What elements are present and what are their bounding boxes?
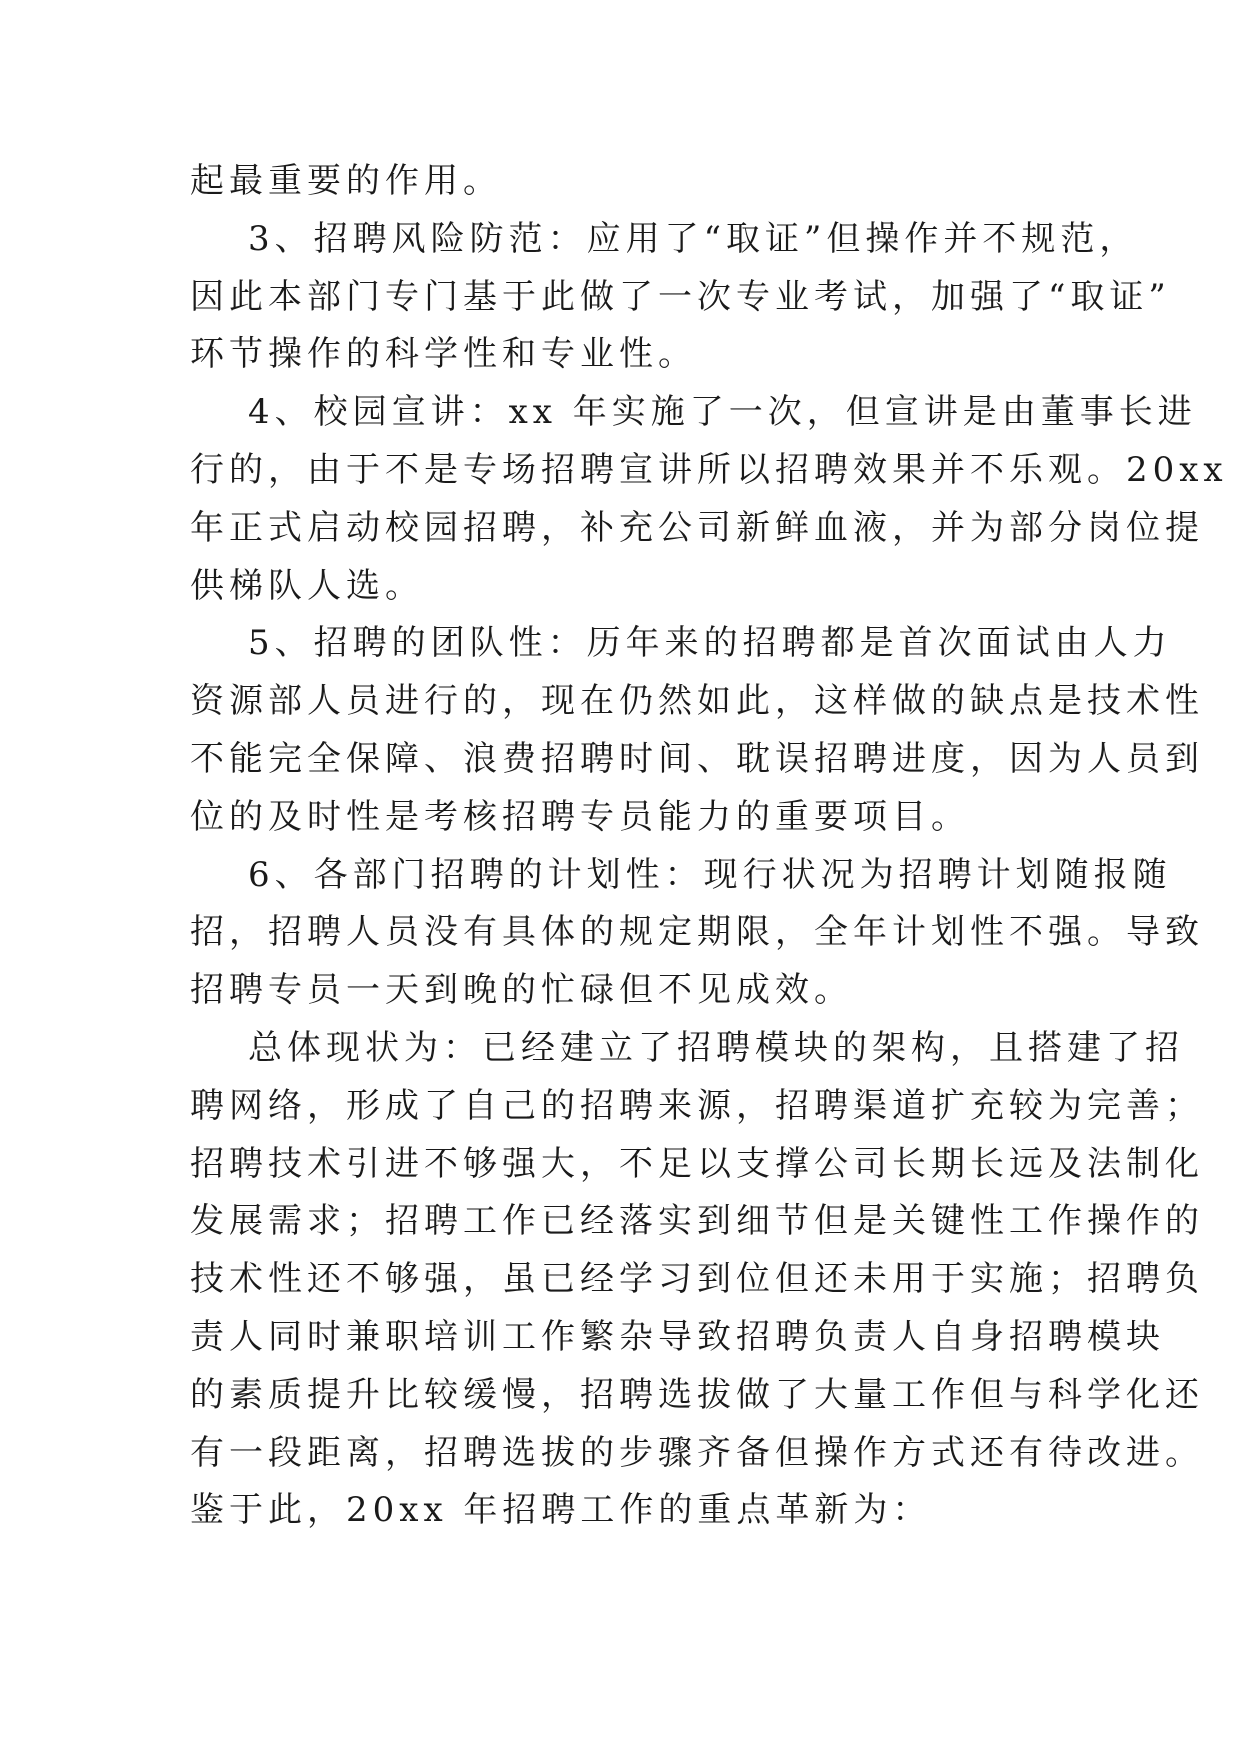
text-line: 供梯队人选。 bbox=[190, 565, 424, 606]
text-line: 3、招聘风险防范：应用了“取证”但操作并不规范， bbox=[248, 218, 1139, 259]
text-line: 位的及时性是考核招聘专员能力的重要项目。 bbox=[190, 796, 970, 837]
text-line: 总体现状为：已经建立了招聘模块的架构，且搭建了招 bbox=[248, 1027, 1184, 1068]
text-line: 招，招聘人员没有具体的规定期限，全年计划性不强。导致 bbox=[190, 912, 1204, 953]
text-line: 因此本部门专门基于此做了一次专业考试，加强了“取证” bbox=[190, 276, 1171, 317]
text-line: 起最重要的作用。 bbox=[190, 161, 502, 201]
text-line: 招聘技术引进不够强大，不足以支撑公司长期长远及法制化 bbox=[190, 1143, 1204, 1184]
text-line: 6、各部门招聘的计划性：现行状况为招聘计划随报随 bbox=[248, 854, 1172, 895]
text-line: 行的，由于不是专场招聘宣讲所以招聘效果并不乐观。20xx bbox=[190, 449, 1228, 490]
text-line: 的素质提升比较缓慢，招聘选拔做了大量工作但与科学化还 bbox=[190, 1374, 1204, 1415]
text-line: 资源部人员进行的，现在仍然如此，这样做的缺点是技术性 bbox=[190, 681, 1204, 722]
text-line: 不能完全保障、浪费招聘时间、耽误招聘进度，因为人员到 bbox=[190, 738, 1204, 779]
text-line: 招聘专员一天到晚的忙碌但不见成效。 bbox=[190, 970, 853, 1011]
text-line: 技术性还不够强，虽已经学习到位但还未用于实施；招聘负 bbox=[190, 1259, 1204, 1300]
text-line: 鉴于此，20xx 年招聘工作的重点革新为： bbox=[190, 1490, 932, 1531]
text-line: 责人同时兼职培训工作繁杂导致招聘负责人自身招聘模块 bbox=[190, 1316, 1165, 1357]
text-line: 发展需求；招聘工作已经落实到细节但是关键性工作操作的 bbox=[190, 1201, 1204, 1242]
text-line: 聘网络，形成了自己的招聘来源，招聘渠道扩充较为完善； bbox=[190, 1085, 1204, 1126]
text-line: 年正式启动校园招聘，补充公司新鲜血液，并为部分岗位提 bbox=[190, 507, 1204, 548]
text-line: 4、校园宣讲：xx 年实施了一次，但宣讲是由董事长进 bbox=[248, 392, 1197, 433]
text-line: 有一段距离，招聘选拔的步骤齐备但操作方式还有待改进。 bbox=[190, 1432, 1204, 1473]
text-line: 5、招聘的团队性：历年来的招聘都是首次面试由人力 bbox=[248, 623, 1172, 664]
document-body bbox=[190, 153, 1228, 1540]
text-line: 环节操作的科学性和专业性。 bbox=[190, 334, 697, 375]
